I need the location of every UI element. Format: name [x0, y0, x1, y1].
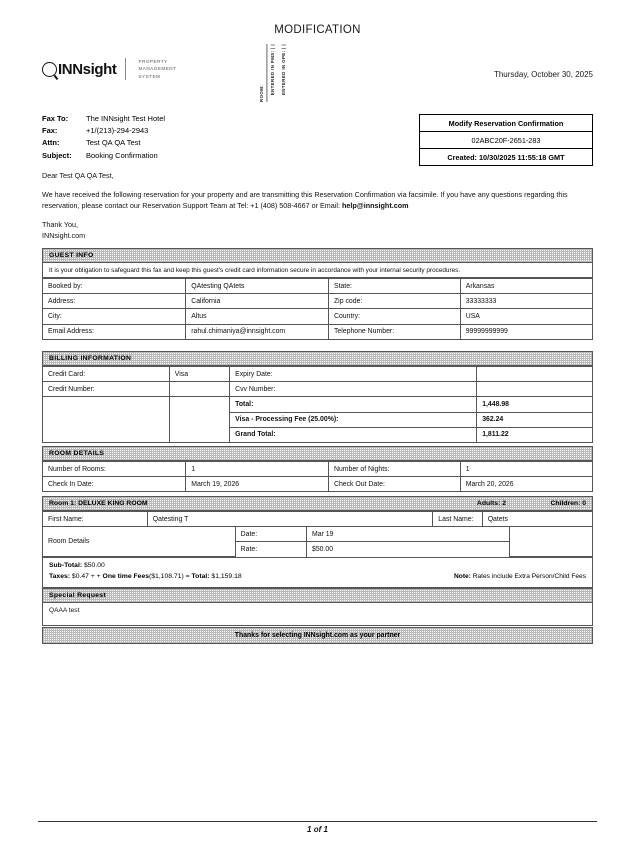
letter-salutation: Dear Test QA QA Test,	[42, 171, 114, 180]
support-email-link[interactable]: help@innsight.com	[341, 201, 409, 210]
room-one-heading	[43, 497, 592, 511]
state-label: State:	[328, 279, 460, 294]
room-one-note	[454, 561, 586, 583]
room-details-heading	[43, 447, 592, 461]
check-out-label: Check Out Date:	[328, 477, 460, 492]
table-row	[43, 324, 592, 339]
subject-label: Subject:	[42, 150, 72, 160]
address-label: Address:	[43, 294, 186, 309]
page-title: MODIFICATION	[274, 24, 361, 36]
total-value: 1,448.98	[477, 397, 592, 412]
credit-card-value: Visa	[169, 367, 229, 382]
credit-card-label: Credit Card:	[43, 367, 169, 382]
taxes-amount: $0.47 + +	[71, 572, 101, 580]
table-row	[43, 527, 592, 542]
total-label: Total:	[230, 397, 477, 412]
fax-number-row	[42, 125, 165, 137]
billing-information-panel	[42, 351, 593, 443]
taxes-label: Taxes:	[49, 572, 71, 580]
document-date: Thursday, October 30, 2025	[493, 70, 593, 79]
processing-fee-label: Visa - Processing Fee (25.00%):	[230, 412, 477, 427]
last-name-value: Qatets	[482, 512, 592, 527]
guest-info-table	[43, 278, 592, 339]
state-value: Arkansas	[460, 279, 592, 294]
sub-total-line	[49, 561, 454, 572]
check-out-value: March 20, 2026	[460, 477, 592, 492]
subject-value: Booking Confirmation	[86, 150, 158, 160]
room-details-heading-text: ROOM DETAILS	[49, 450, 105, 457]
one-time-fees-label: One time Fees	[102, 572, 150, 580]
room-one-rate-table	[43, 527, 592, 557]
special-request-heading	[43, 589, 592, 603]
billing-spacer-left3	[169, 412, 229, 427]
special-request-panel	[42, 588, 593, 626]
number-of-nights-value: 1	[460, 462, 592, 477]
logo-tagline-line1: PROPERTY	[138, 59, 168, 65]
room-one-adults: Adults: 2	[476, 500, 506, 507]
taxes-total-value: $1,159.18	[211, 572, 242, 580]
telephone-label: Telephone Number:	[328, 324, 460, 339]
guest-info-notice: It is your obligation to safeguard this fax and keep this guest's credit card information secure in accordance with your internal security procedures.	[43, 263, 592, 278]
footer-divider	[38, 821, 597, 822]
magnifier-icon	[42, 62, 57, 77]
room-one-totals-bar	[43, 557, 592, 587]
confirmation-heading: Modify Reservation Confirmation	[420, 115, 592, 132]
billing-table	[43, 366, 592, 442]
sub-total-label: Sub-Total:	[49, 562, 83, 570]
rate-date-label: Date:	[235, 527, 306, 542]
table-row	[43, 512, 592, 527]
sub-total-value: $50.00	[84, 562, 105, 570]
billing-spacer-left	[43, 397, 169, 442]
room-one-title: Room 1: DELUXE KING ROOM	[49, 500, 148, 507]
zip-value: 33333333	[460, 294, 592, 309]
table-row	[43, 477, 592, 492]
room-one-totals-left	[49, 561, 454, 582]
table-row	[43, 462, 592, 477]
table-row	[43, 279, 592, 294]
address-value: California	[186, 294, 329, 309]
guest-info-panel	[42, 248, 593, 340]
stamp-room: ROOM:	[258, 44, 267, 102]
logo-wordmark	[42, 61, 116, 78]
cvv-value	[477, 382, 592, 397]
fax-header-block	[42, 113, 165, 162]
table-row	[43, 367, 592, 382]
logo-brand-text: INNsight	[58, 60, 117, 78]
guest-info-heading	[43, 249, 592, 263]
note-value: Rates include Extra Person/Child Fees	[472, 573, 586, 581]
check-in-label: Check In Date:	[43, 477, 186, 492]
thanks-banner: Thanks for selecting INNsight.com as your partner	[42, 627, 593, 644]
last-name-label: Last Name:	[433, 512, 482, 527]
cvv-label: Cvv Number:	[230, 382, 477, 397]
page-indicator: 1 of 1	[307, 825, 328, 834]
country-label: Country:	[328, 309, 460, 324]
booked-by-label: Booked by:	[43, 279, 186, 294]
fax-to-value: The INNsight Test Hotel	[86, 114, 166, 123]
telephone-value: 99999999999	[460, 324, 592, 339]
first-name-value: Qatesting T	[147, 512, 432, 527]
room-one-panel	[42, 496, 593, 588]
logo-tagline-line3: SYSTEM	[138, 73, 161, 79]
guest-info-heading-text: GUEST INFO	[49, 252, 94, 259]
credit-number-label: Credit Number:	[43, 382, 169, 397]
stamp-entered-pms: ENTERED IN PMS: | |	[270, 44, 276, 96]
rate-label: Rate:	[235, 542, 306, 557]
stamp-entered-ope: ENTERED IN OPE: | |	[280, 44, 286, 96]
processing-fee-value: 362.24	[477, 412, 592, 427]
processing-stamps	[258, 44, 288, 106]
innsight-logo	[42, 58, 176, 80]
city-label: City:	[43, 309, 186, 324]
confirmation-number: 02ABC20F-2651-283	[420, 132, 592, 149]
letter-body	[42, 170, 595, 249]
billing-heading-text: BILLING INFORMATION	[49, 355, 132, 362]
taxes-line	[49, 572, 454, 583]
one-time-fees-value: ($1,108.71) =	[149, 572, 190, 580]
fax-to-label: Fax To:	[42, 114, 69, 123]
letter-paragraph	[42, 189, 595, 211]
confirmation-created: Created: 10/30/2025 11:55:18 GMT	[447, 152, 565, 162]
room-one-children: Children: 0	[550, 500, 586, 507]
attn-label: Attn:	[42, 138, 60, 148]
table-row	[43, 382, 592, 397]
fax-to-row	[42, 113, 165, 125]
logo-divider	[125, 58, 126, 80]
special-request-heading-text: Special Request	[49, 592, 107, 599]
number-of-rooms-value: 1	[186, 462, 329, 477]
subject-row	[42, 150, 165, 162]
number-of-rooms-label: Number of Rooms:	[43, 462, 186, 477]
expiry-date-value	[477, 367, 592, 382]
billing-spacer-left4	[169, 427, 229, 442]
expiry-date-label: Expiry Date:	[230, 367, 477, 382]
letter-paragraph-text: We have received the following reservation for your property and are transmitting this Reservation Confirmation via facsimile. If you have any questions regarding this reservation, please contact our Reservation Support Team at Tel: +1 (408) 508-4667 or Email:	[42, 190, 568, 210]
rate-spacer-cell	[510, 527, 592, 556]
billing-heading	[43, 352, 592, 366]
credit-number-value	[169, 382, 229, 397]
city-value: Altus	[186, 309, 329, 324]
fax-label: Fax:	[42, 126, 58, 136]
first-name-label: First Name:	[43, 512, 147, 527]
billing-spacer-left2	[169, 397, 229, 412]
table-row	[43, 397, 592, 412]
logo-tagline-line2: MANAGEMENT	[138, 66, 177, 72]
letter-closing-1: Thank You,	[42, 220, 78, 229]
zip-label: Zip code:	[328, 294, 460, 309]
confirmation-box	[419, 114, 593, 166]
logo-tagline	[138, 58, 176, 79]
rate-date-value: Mar 19	[307, 527, 510, 542]
rate-value: $50.00	[307, 542, 510, 557]
grand-total-value: 1,811.22	[477, 427, 592, 442]
letter-closing-2: INNsight.com	[42, 231, 86, 240]
country-value: USA	[460, 309, 592, 324]
number-of-nights-label: Number of Nights:	[328, 462, 460, 477]
table-row	[43, 294, 592, 309]
booked-by-value: QAtesting QAtets	[186, 279, 329, 294]
room-one-guest-table	[43, 511, 592, 527]
email-value: rahul.chimaniya@innsight.com	[186, 324, 329, 339]
check-in-value: March 19, 2026	[186, 477, 329, 492]
note-label: Note:	[454, 573, 471, 581]
fax-value: +1/(213)-294-2943	[86, 126, 149, 136]
table-row	[43, 309, 592, 324]
room-details-cell-label: Room Details	[43, 527, 235, 556]
special-request-value: QAAA test	[49, 607, 80, 614]
attn-row	[42, 137, 165, 149]
attn-value: Test QA QA Test	[86, 138, 141, 148]
room-details-table	[43, 461, 592, 491]
taxes-total-label: Total:	[191, 572, 210, 580]
room-details-panel	[42, 446, 593, 492]
grand-total-label: Grand Total:	[230, 427, 477, 442]
email-label: Email Address:	[43, 324, 186, 339]
